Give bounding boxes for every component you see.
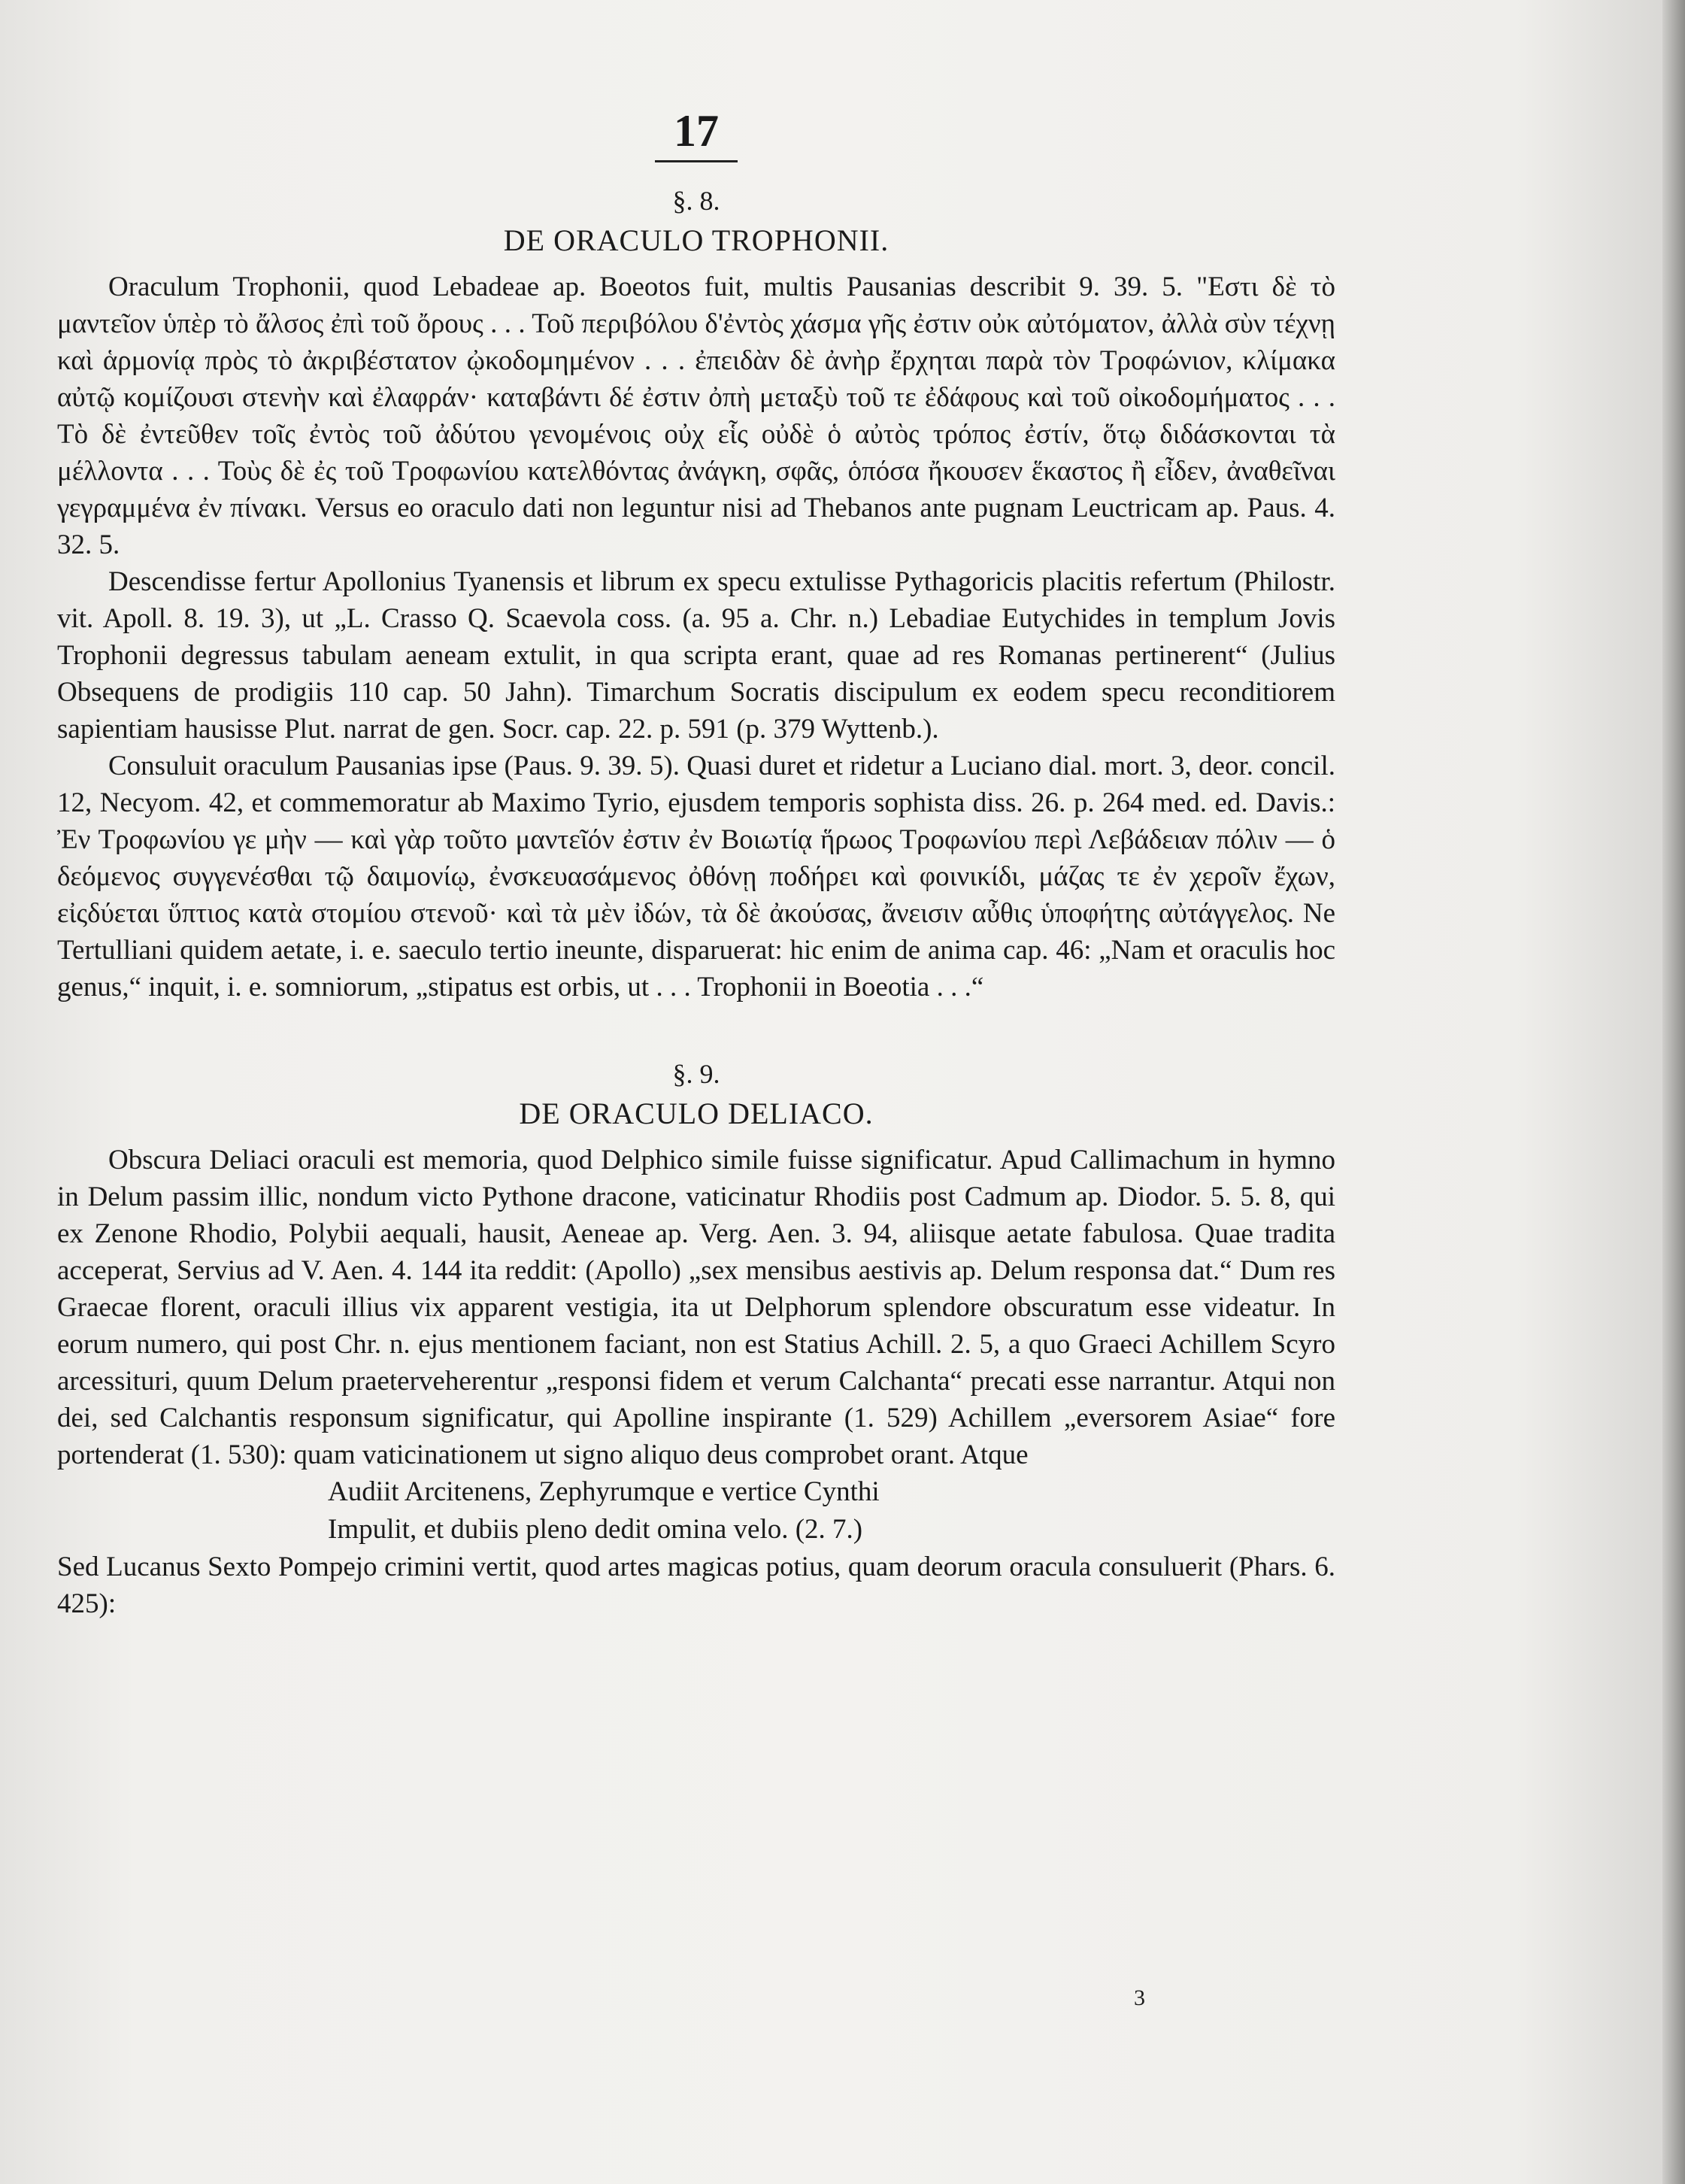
page-edge-shadow (1662, 0, 1685, 2184)
page-number: 17 (674, 106, 719, 156)
paragraph: Consuluit oraculum Pausanias ipse (Paus. 9. 39. 5). Quasi duret et ridetur a Luciano dial. mort. 3, deor. concil. 12, Necyom. 42, et commemoratur ab Maximo Tyrio, ejusdem temporis sophista diss. 26. p. 264 med. ed. Davis.: Ἐν Τροφωνίου γε μὴν — καὶ γὰρ τοῦτο μαντεῖόν ἐστιν ἐν Βοιωτίᾳ ἥρωος Τροφωνίου περὶ Λεβάδειαν πόλιν — ὁ δεόμενος συγγενέσθαι τῷ δαιμονίῳ, ἐνσκευασάμενος ὀθόνῃ ποδήρει καὶ φοινικίδι, μάζας τε ἐν χεροῖν ἔχων, εἰςδύεται ὕπτιος κατὰ στομίου στενοῦ· καὶ τὰ μὲν ἰδών, τὰ δὲ ἀκούσας, ἄνεισιν αὖθις ὑποφήτης αὐτάγγελος. Ne Tertulliani quidem aetate, i. e. saeculo tertio ineunte, disparuerat: hic enim de anima cap. 46: „Nam et oraculis hoc genus,“ inquit, i. e. somniorum, „stipatus est orbis, ut . . . Trophonii in Boeotia . . .“ (57, 751, 1335, 1003)
section-title-trophonii: DE ORACULO TROPHONII. (503, 223, 889, 257)
page-content (57, 105, 1335, 1622)
section-title-deliaco: DE ORACULO DELIACO. (519, 1097, 874, 1130)
verse-line: Audiit Arcitenens, Zephyrumque e vertice Cynthi (328, 1476, 880, 1507)
section-number-8: §. 8. (672, 186, 720, 216)
section-number-9: §. 9. (672, 1059, 720, 1089)
signature-mark: 3 (1134, 1985, 1145, 2010)
verse-line: Impulit, et dubiis pleno dedit omina velo. (2. 7.) (328, 1514, 863, 1545)
paragraph: Obscura Deliaci oraculi est memoria, quod Delphico simile fuisse significatur. Apud Callimachum in hymno in Delum passim illic, nondum victo Pythone dracone, vaticinatur Rhodiis post Cadmum ap. Diodor. 5. 5. 8, qui ex Zenone Rhodio, Polybii aequali, hausit, Aeneae ap. Verg. Aen. 3. 94, aliisque aetate fabulosa. Quae tradita acceperat, Servius ad V. Aen. 4. 144 ita reddit: (Apollo) „sex mensibus aestivis ap. Delum responsa dat.“ Dum res Graecae florent, oraculi illius vix apparent vestigia, ita ut Delphorum splendore obscuratum esse videatur. In eorum numero, qui post Chr. n. ejus mentionem faciant, non est Statius Achill. 2. 5, a quo Graeci Achillem Scyro arcessituri, quum Delum praeterveherentur „responsi fidem et verum Calchanta“ precati esse narrantur. Atqui non dei, sed Calchantis responsum significatur, qui Apolline inspirante (1. 529) Achillem „eversorem Asiae“ fore portenderat (1. 530): quam vaticinationem ut signo aliquo deus comprobet orant. Atque (57, 1145, 1335, 1470)
paragraph: Sed Lucanus Sexto Pompejo crimini vertit, quod artes magicas potius, quam deorum oracula consuluerit (Phars. 6. 425): (57, 1552, 1335, 1619)
paragraph: Descendisse fertur Apollonius Tyanensis et librum ex specu extulisse Pythagoricis placitis refertum (Philostr. vit. Apoll. 8. 19. 3), ut „L. Crasso Q. Scaevola coss. (a. 95 a. Chr. n.) Lebadiae Eutychides in templum Jovis Trophonii degressus tabulam aeneam extulit, in qua scripta erant, quae ad res Romanas pertinerent“ (Julius Obsequens de prodigiis 110 cap. 50 Jahn). Timarchum Socratis discipulum ex eodem specu reconditiorem sapientiam hausisse Plut. narrat de gen. Socr. cap. 22. p. 591 (p. 379 Wyttenb.). (57, 566, 1335, 745)
header-rule (655, 160, 738, 162)
paragraph: Oraculum Trophonii, quod Lebadeae ap. Boeotos fuit, multis Pausanias describit 9. 39. 5. "Εστι δὲ τὸ μαντεῖον ὑπὲρ τὸ ἄλσος ἐπὶ τοῦ ὄρους . . . Τοῦ περιβόλου δ'ἐντὸς χάσμα γῆς ἐστιν οὐκ αὐτόματον, ἀλλὰ σὺν τέχνῃ καὶ ἁρμονίᾳ πρὸς τὸ ἀκριβέστατον ᾠκοδομημένον . . . ἐπειδὰν δὲ ἀνὴρ ἔρχηται παρὰ τὸν Τροφώνιον, κλίμακα αὐτῷ κομίζουσι στενὴν καὶ ἐλαφράν· καταβάντι δέ ἐστιν ὀπὴ μεταξὺ τοῦ τε ἐδάφους καὶ τοῦ οἰκοδομήματος . . . Τὸ δὲ ἐντεῦθεν τοῖς ἐντὸς τοῦ ἀδύτου γενομένοις οὐχ εἷς οὐδὲ ὁ αὐτὸς τρόπος ἐστίν, ὅτῳ διδάσκονται τὰ μέλλοντα . . . Τοὺς δὲ ἐς τοῦ Τροφωνίου κατελθόντας ἀνάγκη, σφᾶς, ὁπόσα ἤκουσεν ἕκαστος ἢ εἶδεν, ἀναθεῖναι γεγραμμένα ἐν πίνακι. Versus eo oraculo dati non leguntur nisi ad Thebanos ante pugnam Leuctricam ap. Paus. 4. 32. 5. (57, 271, 1335, 560)
